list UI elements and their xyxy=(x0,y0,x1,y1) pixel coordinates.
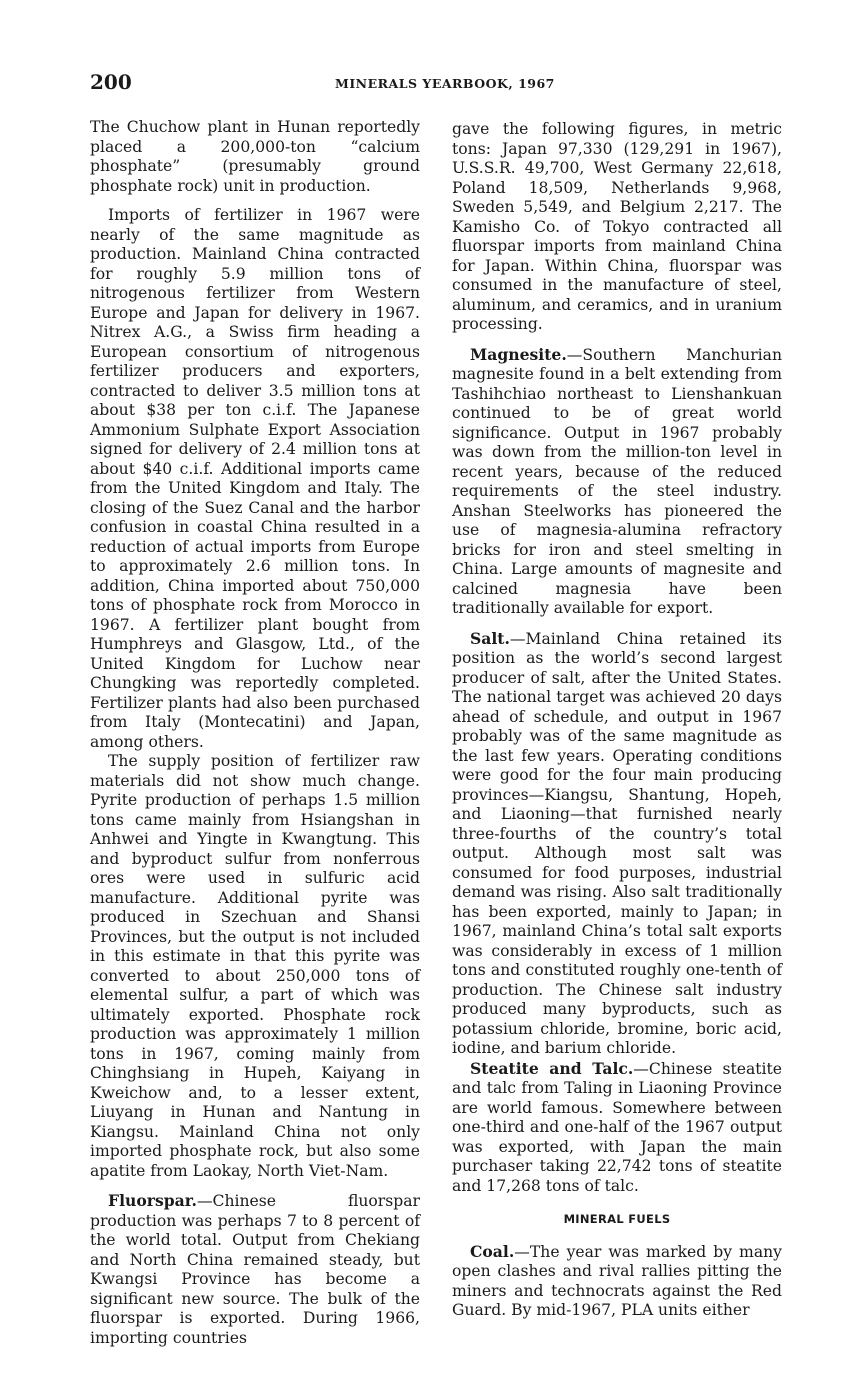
page-number: 200 xyxy=(90,70,132,94)
coal-heading: Coal. xyxy=(470,1241,515,1261)
section-heading-mineral-fuels: MINERAL FUELS xyxy=(563,1212,671,1226)
running-title: MINERALS YEARBOOK, 1967 xyxy=(335,76,555,91)
coal-text: —The year was marked by many open clashes and rival rallies pitting the miners and technocrats against the Red Guard. By mid-1967, PLA units either xyxy=(452,1242,782,1319)
magnesite-text: —Southern Manchurian magnesite found in a belt extending from Tashihchiao northeast to Lienshankuan continued to be of great world significance. Output in 1967 probably was down from the million-ton level in recent years, because of the reduced requirements of the steel industry. Anshan Steelworks has pioneered the use of magnesia-alumina refractory bricks for iron and steel smelting in China. Large amounts of magnesite and calcined magnesia have been traditionally available for export. xyxy=(452,345,782,617)
left-column xyxy=(90,118,420,1348)
magnesite-heading: Magnesite. xyxy=(470,344,567,364)
salt-text: —Mainland China retained its position as the world’s second largest producer of salt, after the United States. The national target was achieved 20 days ahead of schedule, and output in 1967 probably was of the same magnitude as the last few years. Operating conditions were good for the four main producing provinces—Kiangsu, Shantung, Hopeh, and Liaoning—that furnished nearly three-fourths of the country’s total output. Although most salt was consumed for food purposes, industrial demand was rising. Also salt traditionally has been exported, mainly to Japan; in 1967, mainland China’s total salt exports was considerably in excess of 1 million tons and constituted roughly one-tenth of production. The Chinese salt industry produced many byproducts, such as potassium chloride, bromine, boric acid, iodine, and barium chloride. xyxy=(452,629,782,1057)
paragraph-fluorspar-continued: gave the following figures, in metric tons: Japan 97,330 (129,291 in 1967), U.S.S.R. 49,700, West Germany 22,618, Poland 18,509, Netherlands 9,968, Sweden 5,549, and Belgium 2,217. The Kamisho Co. of Tokyo contracted all fluorspar imports from mainland China for Japan. Within China, fluorspar was consumed in the manufacture of steel, aluminum, and ceramics, and in uranium processing. xyxy=(452,120,782,333)
paragraph-raw-materials: The supply position of fertilizer raw materials did not show much change. Pyrite production of perhaps 1.5 million tons came mainly from Hsiangshan in Anhwei and Yingte in Kwangtung. This and byproduct sulfur from nonferrous ores were used in sulfuric acid manufacture. Additional pyrite was produced in Szechuan and Shansi Provinces, but the output is not included in this estimate in that this pyrite was converted to about 250,000 tons of elemental sulfur, a part of which was ultimately exported. Phosphate rock production was approximately 1 million tons in 1967, coming mainly from Chinghsiang in Hupeh, Kaiyang in Kweichow and, to a lesser extent, Liuyang in Hunan and Nantung in Kiangsu. Mainland China not only imported phosphate rock, but also some apatite from Laokay, North Viet-Nam. xyxy=(90,752,420,1180)
paragraph-fluorspar xyxy=(90,1191,420,1348)
fluorspar-text: —Chinese fluorspar production was perhaps 7 to 8 percent of the world total. Output from Chekiang and North China remained steady, but Kwangsi Province has become a significant new source. The bulk of the fluorspar is exported. During 1966, importing countries xyxy=(90,1192,420,1347)
page-header xyxy=(90,70,790,96)
steatite-talc-text: —Chinese steatite and talc from Taling in Liaoning Province are world famous. Somewhere between one-third and one-half of the 1967 output was exported, with Japan the main purchaser taking 22,742 tons of steatite and 17,268 tons of talc. xyxy=(452,1059,782,1195)
fluorspar-heading: Fluorspar. xyxy=(108,1191,197,1210)
paragraph-steatite-talc xyxy=(452,1059,782,1197)
paragraph-salt xyxy=(452,629,782,1059)
paragraph-coal xyxy=(452,1242,782,1321)
right-column xyxy=(452,120,782,1321)
paragraph-chuchow-plant: The Chuchow plant in Hunan reportedly placed a 200,000-ton “calcium phosphate” (presumably ground phosphate rock) unit in production. xyxy=(90,118,420,195)
paragraph-magnesite xyxy=(452,345,782,619)
paragraph-fertilizer-imports: Imports of fertilizer in 1967 were nearly of the same magnitude as production. Mainland China contracted for roughly 5.9 million tons of nitrogenous fertilizer from Western Europe and Japan for delivery in 1967. Nitrex A.G., a Swiss firm heading a European consortium of nitrogenous fertilizer producers and exporters, contracted to deliver 3.5 million tons at about $38 per ton c.i.f. The Japanese Ammonium Sulphate Export Association signed for delivery of 2.4 million tons at about $40 c.i.f. Additional imports came from the United Kingdom and Italy. The closing of the Suez Canal and the harbor confusion in coastal China resulted in a reduction of actual imports from Europe to approximately 2.6 million tons. In addition, China imported about 750,000 tons of phosphate rock from Morocco in 1967. A fertilizer plant bought from Humphreys and Glasgow, Ltd., of the United Kingdom for Luchow near Chungking was reportedly completed. Fertilizer plants had also been purchased from Italy (Montecatini) and Japan, among others. xyxy=(90,206,420,751)
steatite-talc-heading: Steatite and Talc. xyxy=(470,1058,634,1078)
salt-heading: Salt. xyxy=(470,628,510,648)
